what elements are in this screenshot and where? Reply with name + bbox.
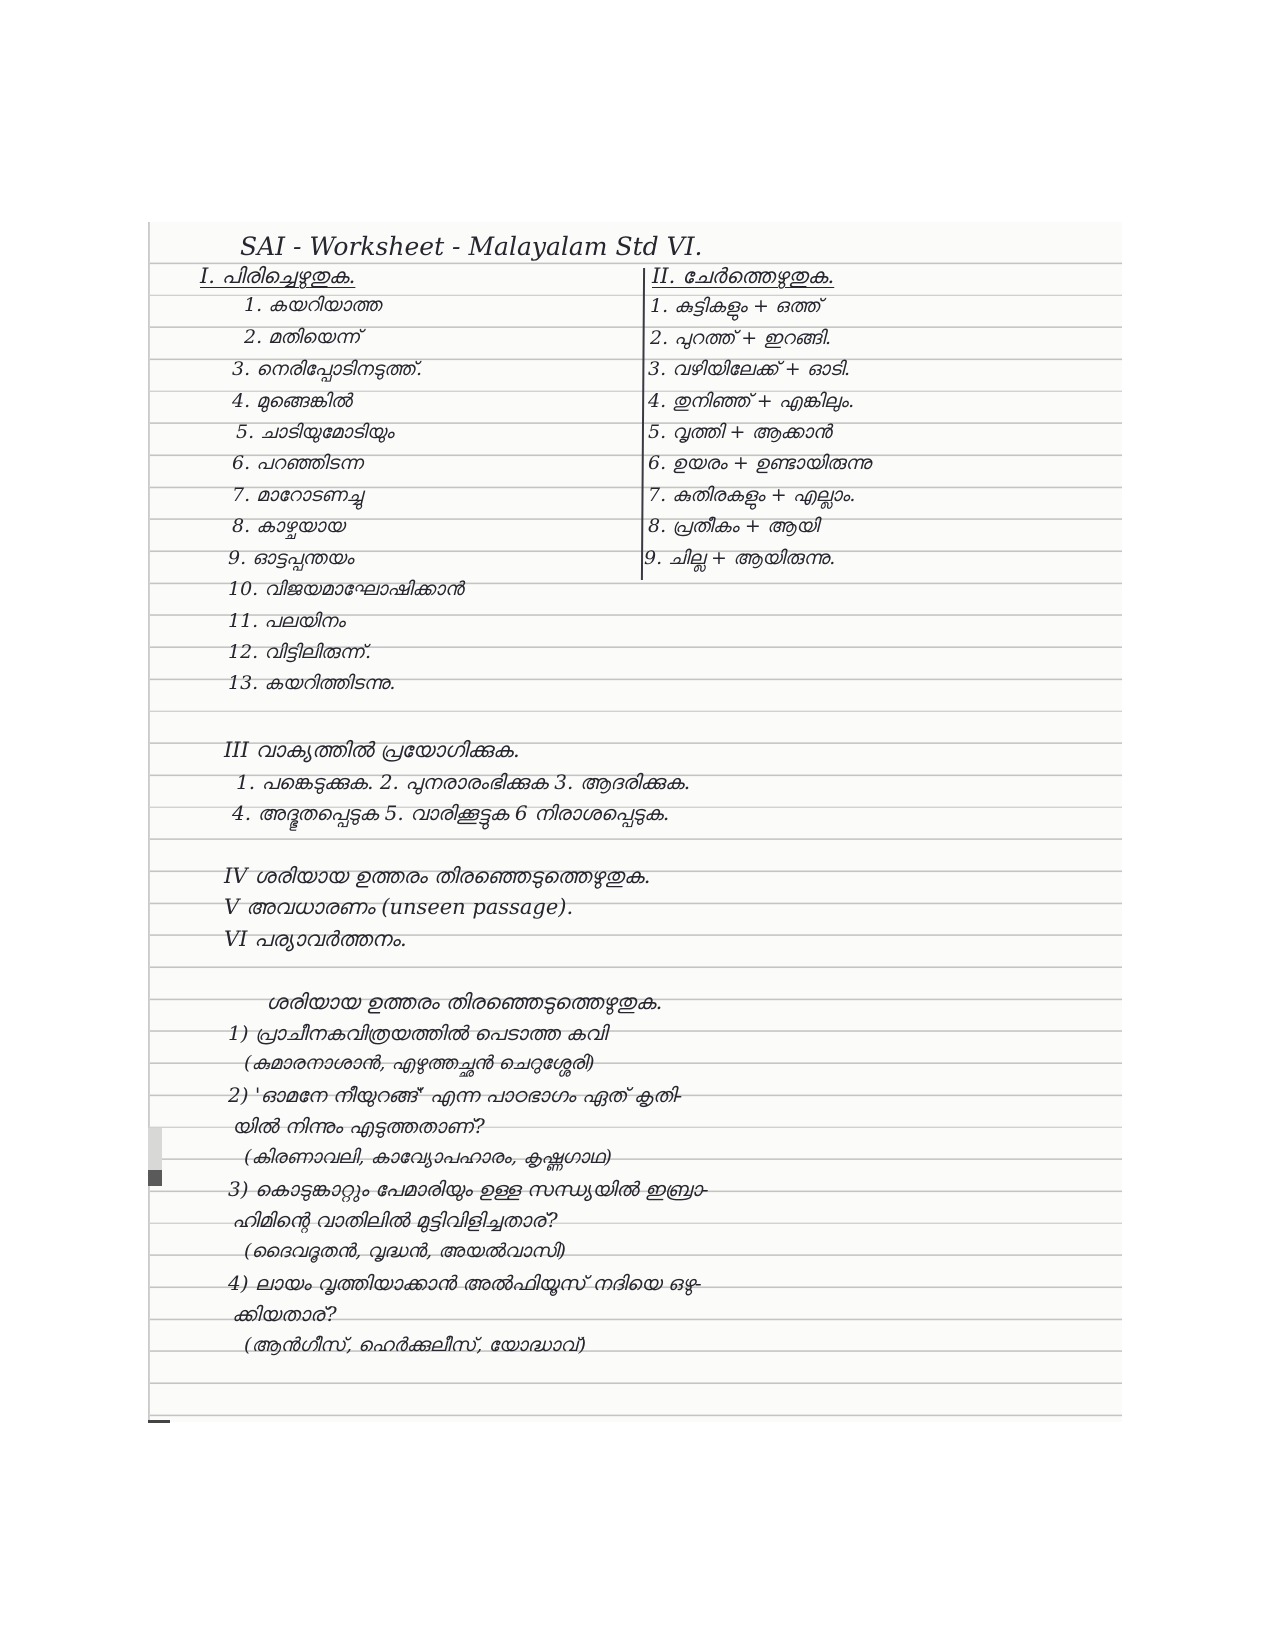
section2-item: 6. ഉയരം + ഉണ്ടായിരുന്നു bbox=[648, 452, 872, 474]
scan-clip-mark bbox=[148, 1128, 162, 1176]
section1-item: 12. വിട്ടിലിരുന്ന്. bbox=[228, 641, 372, 663]
section1-item: 8. കാഴ്ചയായ bbox=[232, 515, 345, 537]
section2-item: 7. കുതിരകളും + എല്ലാം. bbox=[648, 484, 856, 506]
mcq-options: (ദൈവദൂതൻ, വൃദ്ധൻ, അയൽവാസി) bbox=[244, 1240, 566, 1262]
section1-item: 4. മുങ്ങെങ്കിൽ bbox=[232, 390, 352, 412]
section1-item: 6. പറഞ്ഞിടന്ന bbox=[232, 452, 363, 474]
section2-item: 3. വഴിയിലേക്ക് + ഓടി. bbox=[648, 358, 851, 380]
section2-item: 9. ചില്ല + ആയിരുന്നു. bbox=[644, 547, 836, 569]
mcq-options: (കിരണാവലി, കാവ്യോപഹാരം, കൃഷ്ണഗാഥ) bbox=[244, 1146, 612, 1168]
section1-item: 3. നെരിപ്പോടിനടുത്ത്. bbox=[232, 358, 422, 380]
section1-item: 2. മതിയെന്ന് bbox=[244, 326, 361, 348]
section1-item: 5. ചാടിയുമോടിയും bbox=[236, 421, 394, 443]
section2-item: 5. വൃത്തി + ആക്കാൻ bbox=[648, 421, 832, 443]
section1-item: 10. വിജയമാഘോഷിക്കാൻ bbox=[228, 578, 464, 600]
mcq-question: ഹിമിന്റെ വാതിലിൽ മുട്ടിവിളിച്ചതാര്? bbox=[232, 1208, 558, 1232]
mcq-question: 1) പ്രാചീനകവിത്രയത്തിൽ പെടാത്ത കവി bbox=[228, 1021, 607, 1045]
mcq-question: ക്കിയതാര്? bbox=[232, 1302, 337, 1326]
section2-item: 2. പുറത്ത് + ഇറങ്ങി. bbox=[650, 327, 832, 349]
scan-clip-mark-dark bbox=[148, 1170, 162, 1186]
mcq-options: (കുമാരനാശാൻ, എഴുത്തച്ഛൻ ചെറുശ്ശേരി) bbox=[244, 1052, 595, 1074]
section1-item: 1. കയറിയാത്ത bbox=[244, 294, 382, 316]
mcq-question: 2) 'ഓമനേ നീയുറങ്ങ്' എന്ന പാഠഭാഗം ഏത് കൃതി- bbox=[228, 1083, 683, 1107]
section3-heading: III വാക്യത്തിൽ പ്രയോഗിക്കുക. bbox=[224, 738, 520, 762]
mcq-heading: ശരിയായ ഉത്തരം തിരഞ്ഞെടുത്തെഴുതുക. bbox=[266, 990, 663, 1014]
page-bottom-edge bbox=[148, 1420, 170, 1423]
mcq-question: 3) കൊടുങ്കാറ്റും പേമാരിയും ഉള്ള സന്ധ്യയിൽ ഇബ്രാ- bbox=[228, 1177, 709, 1201]
section2-item: 8. പ്രതീകം + ആയി bbox=[648, 515, 819, 537]
mcq-question: യിൽ നിന്നും എടുത്തതാണ്? bbox=[232, 1114, 485, 1138]
section4-heading: IV ശരിയായ ഉത്തരം തിരഞ്ഞെടുത്തെഴുതുക. bbox=[224, 864, 651, 888]
section3-line: 4. അദ്ഭുതപ്പെടുക 5. വാരിക്കൂട്ടുക 6 നിരാശപ്പെടുക. bbox=[232, 801, 670, 825]
section1-heading: I. പിരിച്ചെഴുതുക. bbox=[200, 264, 356, 288]
section2-item: 1. കുട്ടികളും + ഒത്ത് bbox=[650, 295, 821, 317]
section6-heading: VI പര്യാവർത്തനം. bbox=[224, 927, 407, 951]
worksheet-title: SAI - Worksheet - Malayalam Std VI. bbox=[240, 232, 703, 261]
section3-line: 1. പങ്കെടുക്കുക. 2. പുനരാരംഭിക്കുക 3. ആദരിക്കുക. bbox=[236, 770, 691, 794]
section1-item: 7. മാറോടണച്ചു bbox=[232, 484, 363, 506]
section1-item: 11. പലയിനം bbox=[228, 610, 346, 632]
mcq-options: (ആൻഗീസ്, ഹെർക്കുലീസ്, യോദ്ധാവ്) bbox=[244, 1334, 587, 1356]
section1-item: 13. കയറിത്തിടന്നു. bbox=[228, 672, 396, 694]
section5-heading: V അവധാരണം (unseen passage). bbox=[224, 895, 574, 919]
mcq-question: 4) ലായം വൃത്തിയാക്കാൻ അൽഫിയൂസ് നദിയെ ഒഴു- bbox=[228, 1271, 702, 1295]
section1-item: 9. ഓട്ടപ്പന്തയം bbox=[228, 547, 354, 569]
section2-heading: II. ചേർത്തെഴുതുക. bbox=[652, 264, 835, 288]
section2-item: 4. തുനിഞ്ഞ് + എങ്കിലും. bbox=[648, 390, 855, 412]
